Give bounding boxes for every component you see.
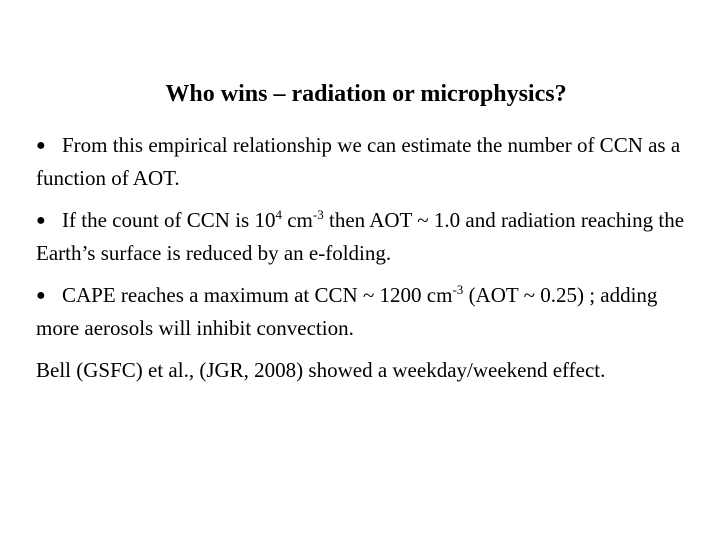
- bullet-3-superscript: -3: [452, 282, 464, 297]
- bullet-2-superscript-b: -3: [312, 207, 324, 222]
- bullet-3-text-b: (AOT ~ 0.25) ; adding more aerosols will inhibit convection.: [36, 283, 658, 340]
- bullet-2-text-c: then AOT ~ 1.0 and radiation reaching the Earth’s surface is reduced by an e-folding.: [36, 208, 685, 265]
- bullet-2-text-b: cm: [281, 208, 313, 232]
- bullet-2-text-a: If the count of CCN is 10: [62, 208, 276, 232]
- bullet-item-3: [36, 279, 696, 344]
- bullet-1-text: From this empirical relationship we can estimate the number of CCN as a function of AOT.: [36, 133, 681, 190]
- slide-body: [36, 129, 696, 396]
- bullet-item-1: [36, 129, 696, 194]
- bullet-icon: ●: [36, 137, 46, 154]
- bullet-3-text-a: CAPE reaches a maximum at CCN ~ 1200 cm: [62, 283, 453, 307]
- closing-paragraph: [36, 354, 696, 386]
- bullet-2-superscript-a: 4: [275, 207, 282, 222]
- bullet-icon: ●: [36, 287, 46, 304]
- closing-text: Bell (GSFC) et al., (JGR, 2008) showed a weekday/weekend effect.: [36, 358, 606, 382]
- bullet-icon: ●: [36, 212, 46, 229]
- slide-title: [0, 78, 720, 110]
- bullet-item-2: [36, 204, 696, 269]
- slide-title-text: Who wins – radiation or microphysics?: [165, 81, 567, 107]
